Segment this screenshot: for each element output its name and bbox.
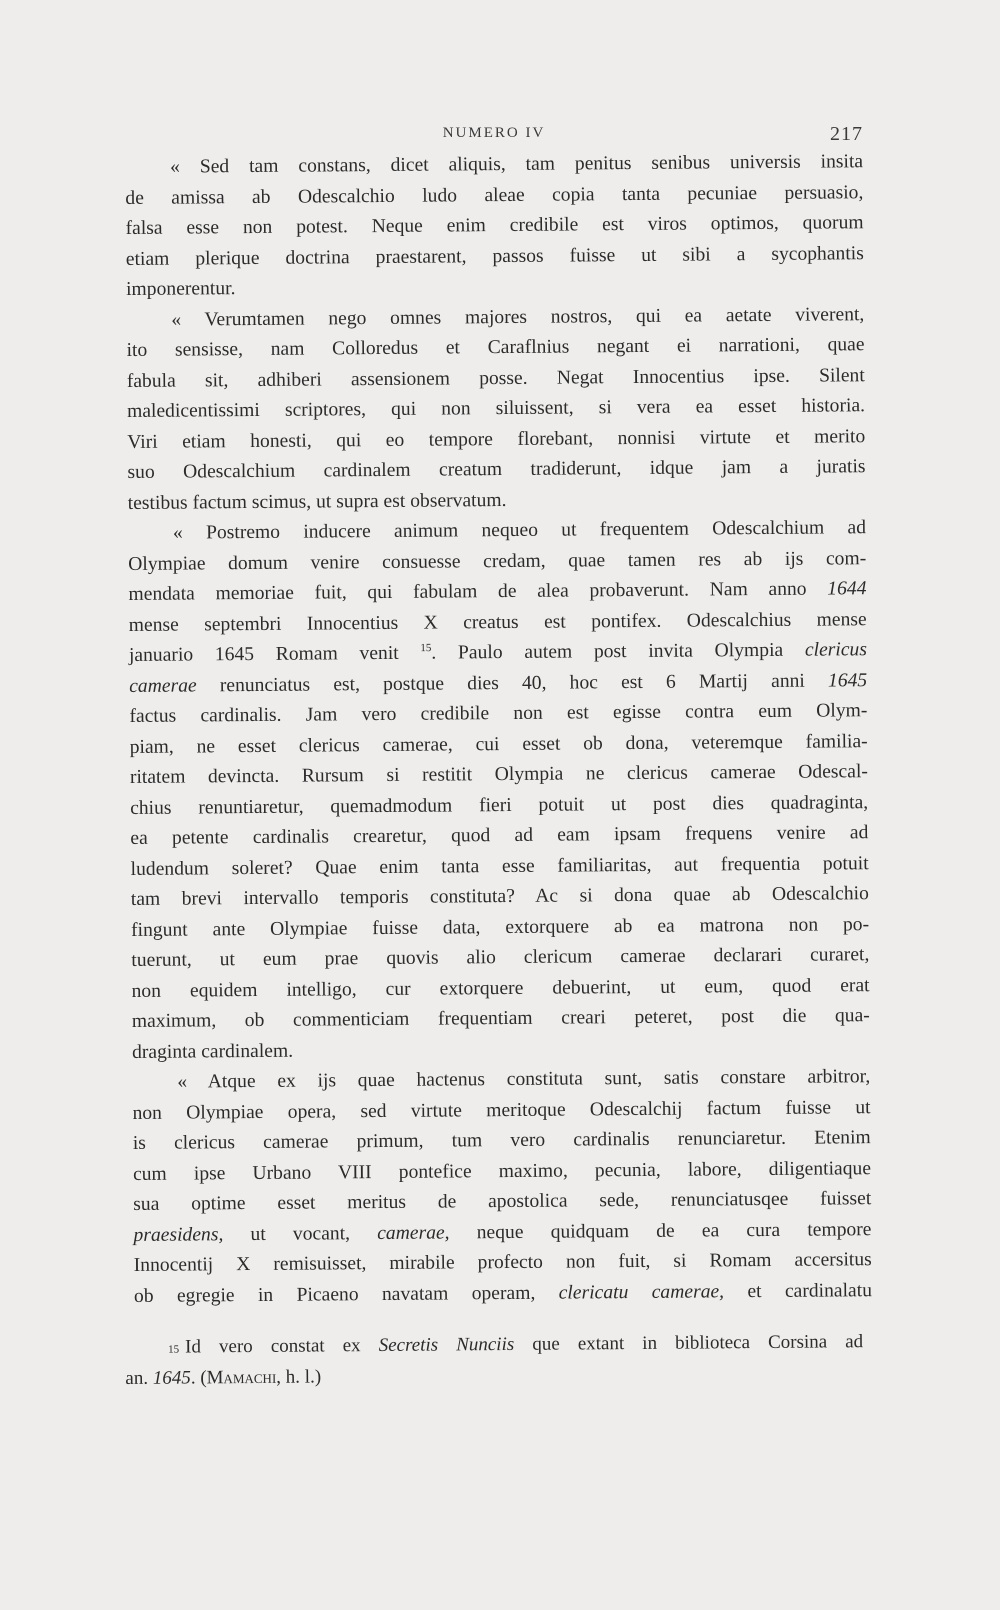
text-line: Viri etiam honesti, qui eo tempore florebant, nonnisi virtute et merito [127, 425, 866, 453]
footnote-year: 1645 [152, 1366, 191, 1389]
text-line: non Olympiae opera, sed virtute meritoque Odescalchij factum fuisse ut [132, 1096, 871, 1124]
text-line: « Atque ex ijs quae hactenus constituta sunt, satis constare arbitror, [177, 1066, 871, 1093]
italic-term: praesidens, [133, 1223, 224, 1246]
text-line [134, 1276, 872, 1312]
text-line: mense septembri Innocentius X creatus est pontifex. Odescalchius mense [128, 608, 867, 636]
text-run: mendata memoriae fuit, qui fabulam de alea probaverunt. Nam anno [128, 578, 807, 605]
text-line: ludendum soleret? Quae enim tanta esse familiaritas, aut frequentia potuit [130, 852, 869, 880]
italic-term: clericatu camerae, [558, 1280, 725, 1304]
text-line: imponerentur. [125, 278, 236, 300]
text-line: « Sed tam constans, dicet aliquis, tam penitus senibus universis insita [170, 151, 864, 178]
text-line: is clericus camerae primum, tum vero cardinalis renunciaretur. Etenim [132, 1127, 871, 1154]
text-line: cum ipse Urbano VIII pontefice maximo, pecunia, labore, diligentiaque [132, 1157, 872, 1185]
footnote-text: Id vero constat ex [185, 1335, 361, 1358]
text-run: ob egregie in Picaeno navatam operam, [133, 1282, 536, 1307]
footnote-text: que extant in biblioteca Corsina ad [532, 1331, 864, 1355]
text-line: ito sensisse, nam Colloredus et Caraflnius negant ei narrationi, quae [126, 334, 865, 361]
footnote-ref[interactable]: 15 [420, 642, 432, 655]
text-line: « Verumtamen nego omnes majores nostros, qui ea aetate viverent, [171, 303, 865, 331]
text-line: suo Odescalchium cardinalem creatum tradiderunt, idque jam a juratis [127, 456, 866, 483]
text-run: ut vocant, [250, 1222, 351, 1245]
text-line: chius renuntiaretur, quemadmodum fieri potuit ut post dies quadraginta, [130, 791, 869, 819]
text-line: fingunt ante Olympiae fuisse data, extorquere ab ea matrona non po- [131, 913, 870, 941]
text-run: renunciatus est, postque dies 40, hoc est 6 Martij anni [219, 670, 805, 696]
text-line: non equidem intelligo, cur extorquere debuerint, ut eum, quod erat [131, 974, 870, 1002]
text-run: et cardinalatu [747, 1279, 873, 1302]
text-line: tuerunt, ut eum prae quovis alio clericum camerae declarari curaret, [131, 944, 870, 971]
footnote-line [125, 1358, 863, 1394]
footnote [125, 1327, 863, 1394]
text-line: etiam plerique doctrina praestarent, passos fuisse ut sibi a sycophantis [125, 242, 864, 270]
text-line: Innocentij X remisuisset, mirabile profecto non fuit, si Romam accersitus [133, 1249, 872, 1276]
text-line [129, 635, 867, 671]
text-line: falsa esse non potest. Neque enim credibile est viros optimos, quorum [125, 212, 864, 239]
italic-term: camerae [129, 674, 197, 697]
italic-year: 1645 [827, 669, 868, 691]
text-line: de amissa ab Odescalchio ludo aleae copia tanta pecuniae persuasio, [125, 181, 864, 209]
italic-year: 1644 [827, 578, 867, 600]
text-line: factus cardinalis. Jam vero credibile non est egisse contra eum Olym- [129, 700, 868, 727]
running-head-title: NUMERO IV [442, 125, 546, 141]
footnote-source: Secretis Nunciis [378, 1333, 515, 1357]
text-line [128, 574, 866, 610]
footnote-text: . ( [190, 1366, 207, 1388]
text-line: tam brevi intervallo temporis constituta? Ac si dona quae ab Odescalchio [130, 883, 869, 910]
italic-term: clericus [804, 639, 868, 661]
text-run: neque quidquam de ea cura tempore [476, 1218, 872, 1243]
text-line: ritatem devincta. Rursum si restitit Olympia ne clericus camerae Odescal- [129, 761, 868, 788]
text-line: Olympiae domum venire consuesse credam, quae tamen res ab ijs com- [128, 547, 867, 575]
text-line: sua optime esset meritus de apostolica sede, renunciatusqee fuisset [133, 1188, 872, 1215]
text-run: januario 1645 Romam venit [128, 642, 399, 666]
text-line: testibus factum scimus, ut supra est observatum. [127, 489, 507, 514]
footnote-text: , h. l.) [276, 1365, 322, 1388]
italic-term: camerae, [377, 1221, 450, 1244]
text-line: fabula sit, adhiberi assensionem posse. Negat Innocentius ipse. Silent [126, 364, 865, 392]
footnote-line [125, 1327, 863, 1363]
text-line: « Postremo inducere animum nequeo ut frequentem Odescalchium ad [172, 517, 867, 544]
footnote-number: 15 [168, 1343, 180, 1356]
text-line: draginta cardinalem. [131, 1040, 294, 1063]
text-run: . Paulo autem post invita Olympia [431, 639, 784, 664]
text-line: maledicentissimi scriptores, qui non siluissent, si vera ea esset historia. [126, 395, 866, 422]
text-line: maximum, ob commenticiam frequentiam creari peteret, post die qua- [131, 1005, 870, 1032]
footnote-text: an. [125, 1367, 149, 1389]
page-number: 217 [830, 123, 863, 145]
footnote-author: Mamachi [206, 1366, 277, 1388]
body-text [125, 147, 872, 1312]
text-line: piam, ne esset clericus camerae, cui esset ob dona, veteremque familia- [129, 730, 868, 758]
text-line: ea petente cardinalis crearetur, quod ad eam ipsam frequens venire ad [130, 822, 869, 849]
